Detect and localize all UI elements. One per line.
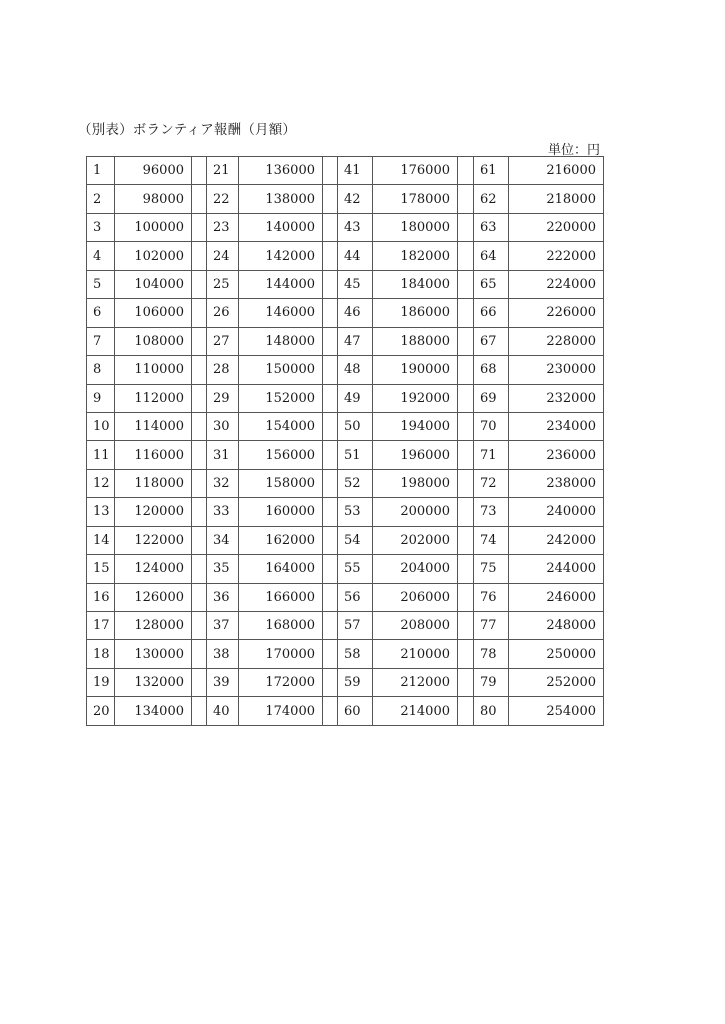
monthly-amount-cell: 102000 [115,242,192,270]
monthly-amount-cell: 230000 [509,356,604,384]
monthly-amount-cell: 240000 [509,498,604,526]
grade-number-cell: 61 [474,157,509,185]
column-spacer [323,612,338,640]
unit-label: 単位：円 [547,143,600,158]
column-spacer [192,213,207,241]
column-spacer [458,668,474,696]
grade-number-cell: 46 [338,299,373,327]
document-title: （別表）ボランティア報酬（月額） [78,122,297,138]
monthly-amount-cell: 164000 [239,555,323,583]
monthly-amount-cell: 108000 [115,327,192,355]
column-spacer [323,384,338,412]
grade-number-cell: 26 [207,299,239,327]
monthly-amount-cell: 252000 [509,668,604,696]
monthly-amount-cell: 236000 [509,441,604,469]
monthly-amount-cell: 208000 [373,612,458,640]
column-spacer [323,555,338,583]
grade-number-cell: 32 [207,469,239,497]
monthly-amount-cell: 170000 [239,640,323,668]
monthly-amount-cell: 184000 [373,270,458,298]
monthly-amount-cell: 140000 [239,213,323,241]
table-row [87,555,604,583]
monthly-amount-cell: 154000 [239,412,323,440]
grade-number-cell: 20 [87,697,115,725]
column-spacer [192,356,207,384]
monthly-amount-cell: 126000 [115,583,192,611]
monthly-amount-cell: 248000 [509,612,604,640]
monthly-amount-cell: 238000 [509,469,604,497]
monthly-amount-cell: 172000 [239,668,323,696]
monthly-amount-cell: 242000 [509,526,604,554]
column-spacer [323,242,338,270]
monthly-amount-cell: 198000 [373,469,458,497]
monthly-amount-cell: 110000 [115,356,192,384]
column-spacer [192,185,207,213]
grade-number-cell: 51 [338,441,373,469]
monthly-amount-cell: 146000 [239,299,323,327]
column-spacer [192,299,207,327]
column-spacer [458,299,474,327]
monthly-amount-cell: 222000 [509,242,604,270]
grade-number-cell: 38 [207,640,239,668]
monthly-amount-cell: 204000 [373,555,458,583]
grade-number-cell: 9 [87,384,115,412]
monthly-amount-cell: 142000 [239,242,323,270]
column-spacer [323,526,338,554]
grade-number-cell: 62 [474,185,509,213]
grade-number-cell: 33 [207,498,239,526]
table-row [87,412,604,440]
column-spacer [192,640,207,668]
table-row [87,270,604,298]
column-spacer [323,356,338,384]
column-spacer [323,640,338,668]
column-spacer [192,697,207,725]
column-spacer [458,185,474,213]
monthly-amount-cell: 186000 [373,299,458,327]
grade-number-cell: 1 [87,157,115,185]
column-spacer [323,299,338,327]
grade-number-cell: 58 [338,640,373,668]
column-spacer [192,441,207,469]
grade-number-cell: 67 [474,327,509,355]
grade-number-cell: 78 [474,640,509,668]
monthly-amount-cell: 244000 [509,555,604,583]
monthly-amount-cell: 118000 [115,469,192,497]
column-spacer [323,441,338,469]
grade-number-cell: 47 [338,327,373,355]
grade-number-cell: 40 [207,697,239,725]
grade-number-cell: 68 [474,356,509,384]
grade-number-cell: 39 [207,668,239,696]
monthly-amount-cell: 214000 [373,697,458,725]
grade-number-cell: 10 [87,412,115,440]
pay-table-body [87,157,604,726]
grade-number-cell: 21 [207,157,239,185]
monthly-amount-cell: 228000 [509,327,604,355]
column-spacer [192,668,207,696]
monthly-amount-cell: 254000 [509,697,604,725]
monthly-amount-cell: 112000 [115,384,192,412]
grade-number-cell: 53 [338,498,373,526]
monthly-amount-cell: 234000 [509,412,604,440]
monthly-amount-cell: 104000 [115,270,192,298]
table-row [87,697,604,725]
grade-number-cell: 50 [338,412,373,440]
grade-number-cell: 70 [474,412,509,440]
grade-number-cell: 15 [87,555,115,583]
table-row [87,583,604,611]
monthly-amount-cell: 132000 [115,668,192,696]
monthly-amount-cell: 134000 [115,697,192,725]
monthly-amount-cell: 174000 [239,697,323,725]
grade-number-cell: 36 [207,583,239,611]
grade-number-cell: 54 [338,526,373,554]
column-spacer [458,412,474,440]
grade-number-cell: 16 [87,583,115,611]
column-spacer [323,185,338,213]
volunteer-pay-table [86,156,604,726]
grade-number-cell: 77 [474,612,509,640]
grade-number-cell: 64 [474,242,509,270]
grade-number-cell: 73 [474,498,509,526]
grade-number-cell: 55 [338,555,373,583]
grade-number-cell: 31 [207,441,239,469]
monthly-amount-cell: 194000 [373,412,458,440]
column-spacer [458,242,474,270]
monthly-amount-cell: 122000 [115,526,192,554]
monthly-amount-cell: 152000 [239,384,323,412]
table-row [87,242,604,270]
monthly-amount-cell: 246000 [509,583,604,611]
column-spacer [323,697,338,725]
monthly-amount-cell: 98000 [115,185,192,213]
column-spacer [458,498,474,526]
table-row [87,213,604,241]
grade-number-cell: 29 [207,384,239,412]
grade-number-cell: 52 [338,469,373,497]
grade-number-cell: 44 [338,242,373,270]
grade-number-cell: 43 [338,213,373,241]
monthly-amount-cell: 192000 [373,384,458,412]
table-row [87,157,604,185]
grade-number-cell: 65 [474,270,509,298]
column-spacer [323,270,338,298]
monthly-amount-cell: 250000 [509,640,604,668]
grade-number-cell: 25 [207,270,239,298]
column-spacer [192,498,207,526]
column-spacer [458,213,474,241]
monthly-amount-cell: 180000 [373,213,458,241]
monthly-amount-cell: 136000 [239,157,323,185]
grade-number-cell: 12 [87,469,115,497]
monthly-amount-cell: 150000 [239,356,323,384]
grade-number-cell: 41 [338,157,373,185]
monthly-amount-cell: 156000 [239,441,323,469]
grade-number-cell: 74 [474,526,509,554]
monthly-amount-cell: 158000 [239,469,323,497]
column-spacer [458,469,474,497]
monthly-amount-cell: 120000 [115,498,192,526]
column-spacer [458,526,474,554]
monthly-amount-cell: 148000 [239,327,323,355]
monthly-amount-cell: 144000 [239,270,323,298]
table-row [87,185,604,213]
column-spacer [458,270,474,298]
monthly-amount-cell: 100000 [115,213,192,241]
monthly-amount-cell: 96000 [115,157,192,185]
column-spacer [192,327,207,355]
grade-number-cell: 34 [207,526,239,554]
grade-number-cell: 17 [87,612,115,640]
monthly-amount-cell: 218000 [509,185,604,213]
column-spacer [323,412,338,440]
column-spacer [192,555,207,583]
monthly-amount-cell: 200000 [373,498,458,526]
table-row [87,668,604,696]
monthly-amount-cell: 176000 [373,157,458,185]
grade-number-cell: 80 [474,697,509,725]
grade-number-cell: 71 [474,441,509,469]
column-spacer [192,242,207,270]
table-row [87,384,604,412]
monthly-amount-cell: 130000 [115,640,192,668]
grade-number-cell: 63 [474,213,509,241]
grade-number-cell: 56 [338,583,373,611]
monthly-amount-cell: 128000 [115,612,192,640]
grade-number-cell: 14 [87,526,115,554]
column-spacer [458,555,474,583]
column-spacer [323,213,338,241]
grade-number-cell: 60 [338,697,373,725]
column-spacer [192,412,207,440]
column-spacer [458,583,474,611]
monthly-amount-cell: 232000 [509,384,604,412]
column-spacer [323,583,338,611]
grade-number-cell: 5 [87,270,115,298]
grade-number-cell: 45 [338,270,373,298]
table-row [87,441,604,469]
column-spacer [458,157,474,185]
column-spacer [458,384,474,412]
monthly-amount-cell: 178000 [373,185,458,213]
column-spacer [458,327,474,355]
table-row [87,356,604,384]
grade-number-cell: 42 [338,185,373,213]
monthly-amount-cell: 182000 [373,242,458,270]
grade-number-cell: 7 [87,327,115,355]
grade-number-cell: 49 [338,384,373,412]
grade-number-cell: 48 [338,356,373,384]
monthly-amount-cell: 220000 [509,213,604,241]
table-row [87,327,604,355]
monthly-amount-cell: 166000 [239,583,323,611]
column-spacer [192,612,207,640]
monthly-amount-cell: 162000 [239,526,323,554]
column-spacer [192,583,207,611]
grade-number-cell: 6 [87,299,115,327]
grade-number-cell: 30 [207,412,239,440]
grade-number-cell: 35 [207,555,239,583]
grade-number-cell: 19 [87,668,115,696]
monthly-amount-cell: 106000 [115,299,192,327]
column-spacer [458,612,474,640]
monthly-amount-cell: 124000 [115,555,192,583]
grade-number-cell: 18 [87,640,115,668]
column-spacer [323,469,338,497]
column-spacer [192,526,207,554]
grade-number-cell: 28 [207,356,239,384]
table-row [87,612,604,640]
column-spacer [323,668,338,696]
monthly-amount-cell: 206000 [373,583,458,611]
column-spacer [192,270,207,298]
monthly-amount-cell: 114000 [115,412,192,440]
grade-number-cell: 3 [87,213,115,241]
grade-number-cell: 69 [474,384,509,412]
monthly-amount-cell: 216000 [509,157,604,185]
table-row [87,498,604,526]
grade-number-cell: 57 [338,612,373,640]
column-spacer [323,157,338,185]
column-spacer [192,157,207,185]
grade-number-cell: 75 [474,555,509,583]
monthly-amount-cell: 160000 [239,498,323,526]
table-row [87,526,604,554]
monthly-amount-cell: 210000 [373,640,458,668]
column-spacer [323,327,338,355]
grade-number-cell: 2 [87,185,115,213]
grade-number-cell: 11 [87,441,115,469]
table-row [87,640,604,668]
monthly-amount-cell: 188000 [373,327,458,355]
monthly-amount-cell: 190000 [373,356,458,384]
grade-number-cell: 22 [207,185,239,213]
column-spacer [458,356,474,384]
monthly-amount-cell: 202000 [373,526,458,554]
monthly-amount-cell: 168000 [239,612,323,640]
column-spacer [192,469,207,497]
monthly-amount-cell: 138000 [239,185,323,213]
grade-number-cell: 27 [207,327,239,355]
grade-number-cell: 13 [87,498,115,526]
column-spacer [458,697,474,725]
monthly-amount-cell: 224000 [509,270,604,298]
grade-number-cell: 23 [207,213,239,241]
grade-number-cell: 24 [207,242,239,270]
monthly-amount-cell: 196000 [373,441,458,469]
grade-number-cell: 59 [338,668,373,696]
grade-number-cell: 37 [207,612,239,640]
column-spacer [458,640,474,668]
grade-number-cell: 76 [474,583,509,611]
grade-number-cell: 79 [474,668,509,696]
monthly-amount-cell: 212000 [373,668,458,696]
monthly-amount-cell: 116000 [115,441,192,469]
column-spacer [458,441,474,469]
column-spacer [192,384,207,412]
table-row [87,469,604,497]
table-row [87,299,604,327]
grade-number-cell: 8 [87,356,115,384]
column-spacer [323,498,338,526]
grade-number-cell: 72 [474,469,509,497]
grade-number-cell: 4 [87,242,115,270]
grade-number-cell: 66 [474,299,509,327]
monthly-amount-cell: 226000 [509,299,604,327]
